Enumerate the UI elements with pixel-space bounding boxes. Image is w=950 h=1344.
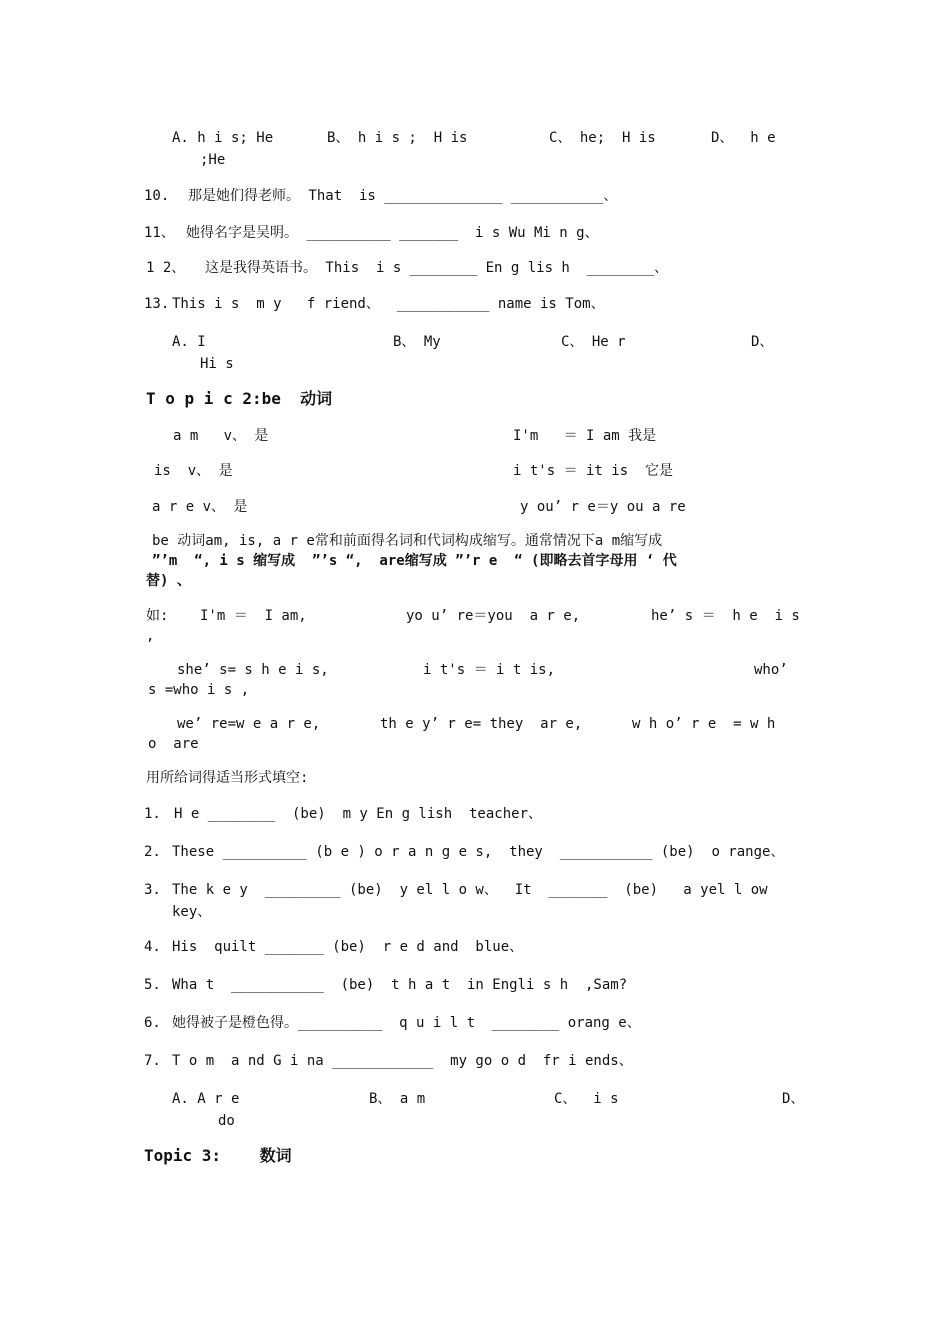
exercise-number: 6. [144, 1015, 161, 1031]
exercise-text: The k e y _________ (be) y el l o w、 It _______ (be) a yel l ow [172, 882, 768, 898]
fill-instruction: 用所给词得适当形式填空: [146, 770, 309, 786]
example-whore-continued: o are [148, 736, 199, 752]
option-b: B、 a m [369, 1091, 426, 1107]
exercise-text: T o m a nd G i na ____________ my go o d fr i ends、 [172, 1053, 633, 1069]
example-whos-continued: s =who i s , [148, 682, 250, 698]
option-a: A. A r e [172, 1091, 240, 1107]
example-whore: w h o’ r e = w h [632, 716, 776, 732]
exercise-number: 2. [144, 844, 161, 860]
note-line-2 [152, 552, 677, 570]
note-line-2-explanation: (即略去首字母用 ‘ 代 [531, 553, 677, 569]
example-im: I'm ＝ I am, [200, 608, 307, 624]
exercise-number: 7. [144, 1053, 161, 1069]
be-am-definition: a m v、 是 [173, 428, 269, 444]
exercise-text: His quilt _______ (be) r e d and blue、 [172, 939, 524, 955]
question-text: 她得名字是吴明。 __________ _______ i s Wu Mi n g、 [186, 225, 599, 241]
example-shes: she’ s= s h e i s, [177, 662, 329, 678]
example-were: we’ re=w e a r e, [177, 716, 321, 732]
be-are-definition: a r e v、 是 [152, 499, 248, 515]
question-number: 13. [144, 296, 170, 312]
option-d: D、 h e [711, 130, 776, 146]
option-b: B、 My [393, 334, 441, 350]
be-am-contraction: I'm ＝ I am 我是 [513, 428, 657, 444]
example-youre: yo u’ re＝you a r e, [406, 608, 581, 624]
question-number: 1 2、 [146, 260, 186, 276]
option-d-continued: do [218, 1113, 235, 1129]
question-number: 11、 [144, 225, 175, 241]
option-d: D、 [782, 1091, 805, 1107]
example-hes: he’ s ＝ h e i s [651, 608, 800, 624]
exercise-number: 5. [144, 977, 161, 993]
option-a: A. I [172, 334, 206, 350]
question-text: 这是我得英语书。 This i s ________ En g lis h ________、 [205, 260, 669, 276]
option-d: D、 [751, 334, 774, 350]
be-is-contraction: i t's ＝ it is 它是 [513, 463, 674, 479]
example-hes-continued: , [146, 628, 155, 644]
option-b: B、 h i s ; H is [327, 130, 468, 146]
example-theyre: th e y’ r e= they ar e, [380, 716, 583, 732]
option-a: A. h i s; He [172, 130, 274, 146]
exercise-text: 她得被子是橙色得。__________ q u i l t ________ orang e、 [172, 1015, 641, 1031]
topic2-heading: T o p i c 2:be 动词 [146, 389, 333, 408]
option-c: C、 he; H is [549, 130, 656, 146]
topic3-heading: Topic 3: 数词 [144, 1146, 292, 1165]
example-whos: who’ [754, 662, 788, 678]
exercise-number: 3. [144, 882, 161, 898]
exercise-number: 4. [144, 939, 161, 955]
question-text: This i s m y f riend、 ___________ name is Tom、 [172, 296, 605, 312]
question-number: 10. [144, 188, 170, 204]
examples-label: 如: [146, 608, 169, 624]
exercise-text-continued: key、 [172, 904, 212, 920]
exercise-text: Wha t ___________ (be) t h a t in Engli s h ,Sam? [172, 977, 628, 993]
option-d-continued: ;He [200, 152, 226, 168]
be-are-contraction: y ou’ r e＝y ou a re [520, 499, 686, 515]
option-c: C、 i s [554, 1091, 619, 1107]
note-line-1: be 动词am, is, a r e常和前面得名词和代词构成缩写。通常情况下a m缩写成 [152, 533, 663, 549]
option-d-continued: Hi s [200, 356, 234, 372]
exercise-text: These __________ (b e ) o r a n g e s, they ___________ (be) o range、 [172, 844, 785, 860]
exercise-number: 1. [144, 806, 161, 822]
be-is-definition: is v、 是 [154, 463, 233, 479]
exercise-text: H e ________ (be) m y En g lish teacher、 [174, 806, 543, 822]
question-text: 那是她们得老师。 That is ______________ ___________、 [188, 188, 618, 204]
example-its: i t's ＝ i t is, [423, 662, 556, 678]
note-line-2-contractions: ”’m “, i s 缩写成 ”’s “, are缩写成 ”’r e “ [152, 553, 523, 569]
option-c: C、 He r [561, 334, 626, 350]
note-line-3: 替) 、 [146, 573, 191, 589]
